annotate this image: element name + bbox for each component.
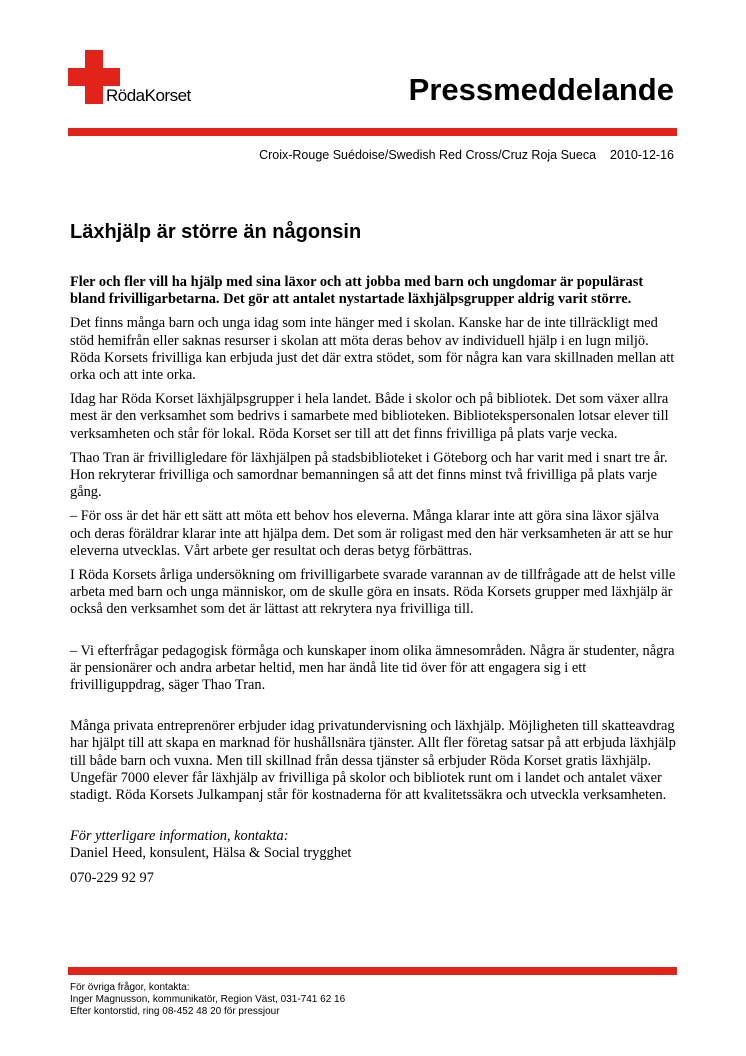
contact-label: För ytterligare information, kontakta: [70,828,289,845]
red-cross-icon-horizontal-bar [68,68,120,86]
header-divider [68,128,677,136]
article-body [70,274,680,894]
article-paragraph: Thao Tran är frivilligledare för läxhjälpen på stadsbiblioteket i Göteborg och har varit med i snart tre år. Hon rekryterar frivilliga och samordnar bemanningen så att det finns minst två frivilliga på plats varje gång. [70,449,668,501]
article-headline: Läxhjälp är större än någonsin [70,221,362,243]
article-quote: – Vi efterfrågar pedagogisk förmåga och kunskaper inom olika ämnesområden. Några är studenter, några är pensionärer och andra arbetar heltid, men har ändå lite tid över för att engagera sig i ett frivilliguppdrag, säger Thao Tran. [70,642,675,694]
organization-name: Croix-Rouge Suédoise/Swedish Red Cross/Cruz Roja Sueca [259,148,597,162]
footer [70,982,345,1018]
document-type-title: Pressmeddelande [408,72,674,107]
footer-line: Inger Magnusson, kommunikatör, Region Väst, 031-741 62 16 [70,994,346,1005]
contact-person: Daniel Heed, konsulent, Hälsa & Social trygghet [70,845,352,862]
footer-line: För övriga frågor, kontakta: [70,982,190,993]
article-quote: – För oss är det här ett sätt att möta ett behov hos eleverna. Många klarar inte att göra sina läxor själva och deras föräldrar klarar inte att hjälpa dem. Det som är roligast med den här verksamheten är att se hur eleverna utvecklas. Vårt arbete ger resultat och deras betyg förbättras. [70,508,673,559]
footer-line: Efter kontorstid, ring 08-452 48 20 för pressjour [70,1006,280,1017]
release-date: 2010-12-16 [610,148,674,162]
contact-block [70,828,680,862]
contact-phone: 070-229 92 97 [70,869,154,886]
article-paragraph: Idag har Röda Korset läxhjälpsgrupper i hela landet. Både i skolor och på bibliotek. Det som växer allra mest är den verksamhet som bedrivs i samarbete med biblioteken. Bibliotekspersonalen lotsar elever till verksamheten och står för lokal. Röda Korset ser till att det finns frivilliga på plats varje vecka. [70,391,669,442]
footer-divider [68,967,677,975]
article-paragraph: I Röda Korsets årliga undersökning om frivilligarbete svarade varannan av de tillfrågade att de helst ville arbeta med barn och unga människor, om de skulle göra en insats. Röda Korsets grupper med läxhjälp är också den verksamhet som det är lättast att rekrytera nya frivilliga till. [70,567,676,618]
article-paragraph: Det finns många barn och unga idag som inte hänger med i skolan. Kanske har de inte tillräckligt med stöd hemifrån eller saknas resurser i skolan att möta deras behov av individuell hjälp i en lugn miljö. Röda Korsets frivilliga kan erbjuda just det där extra stödet, som för några kan vara skillnaden mellan att orka och att inte orka. [70,315,675,384]
article-lead: Fler och fler vill ha hjälp med sina läxor och att jobba med barn och ungdomar är populärast bland frivilligarbetarna. Det gör att antalet nystartade läxhjälpsgrupper aldrig varit större. [70,274,644,308]
article-paragraph: Många privata entreprenörer erbjuder idag privatundervisning och läxhjälp. Möjligheten till skatteavdrag har hjälpt till att skapa en marknad för hushållsnära tjänster. Allt fler företag satsar på att erbjuda läxhjälp till både barn och vuxna. Men till skillnad från dessa tjänster så erbjuder Röda Korset gratis läxhjälp. Ungefär 7000 elever får läxhjälp av frivilliga på skolor och bibliotek runt om i landet och antalet växer stadigt. Röda Korsets Julkampanj står för kostnaderna för att kvalitetssäkra och utveckla verksamheten. [70,718,676,804]
red-cross-logo [68,50,218,108]
organization-date-line [259,148,674,163]
logo-wordmark: RödaKorset [106,86,191,105]
